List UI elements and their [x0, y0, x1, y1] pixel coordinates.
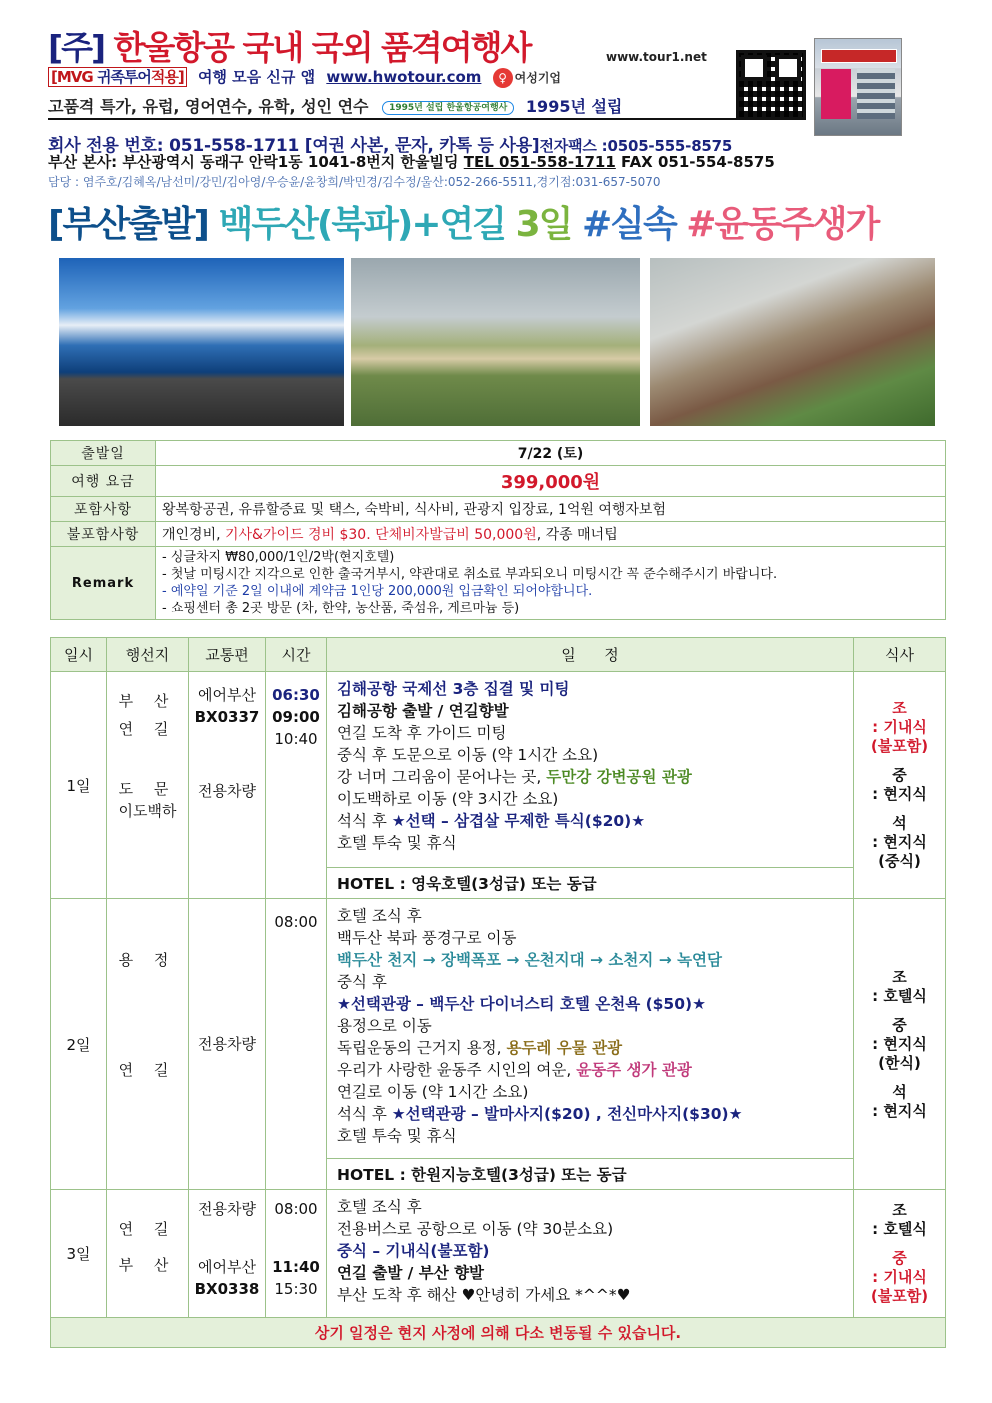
day1-plan: 김해공항 국제선 3층 집결 및 미팅 김해공항 출발 / 연길향발 연길 도착 후 가이드 미팅 중식 후 도문으로 이동 (약 1시간 소요) 강 너머 그리움이 묻어나는 곳, 두만강 강변공원 관광 이도백하로 이동 (약 3시간 소요) 석식 후 ★선택 – 삼겹살 무제한 특식($20)★ 호텔 투숙 및 휴식: [327, 672, 854, 868]
included-value: 왕복항공권, 유류할증료 및 택스, 숙박비, 식사비, 관광지 입장료, 1억원 여행자보험: [156, 497, 946, 522]
col-date: 일시: [51, 638, 107, 672]
photo-river-landscape: [351, 258, 640, 426]
mvg-badge: [MVG 귀족투어적용]: [48, 67, 187, 87]
header: [48, 20, 948, 195]
photo-strip: [59, 258, 935, 426]
app-text: 여행 모음 신규 앱: [197, 68, 316, 86]
day3-route: 연 길 부 산: [107, 1190, 189, 1318]
day1-route: 부 산 연 길 도 문 이도백하: [107, 672, 189, 899]
day3-meals: 조 : 호텔식 중 : 기내식 (불포함): [854, 1190, 946, 1318]
col-route: 행선지: [107, 638, 189, 672]
qr-code-icon[interactable]: [736, 50, 806, 120]
remark-value: - 싱글차지 ₩80,000/1인/2박(현지호텔) - 첫날 미팅시간 지각으로 인한 출국거부시, 약관대로 취소료 부과되오니 미팅시간 꼭 준수해주시기 바랍니다. - 예약일 기준 2일 이내에 계약금 1인당 200,000원 입금확인 되어야합니다. - 쇼핑센터 총 2곳 방문 (차, 한약, 농산품, 죽섬유, 게르마늄 등): [156, 547, 946, 620]
remark-label: Remark: [51, 547, 156, 620]
woman-company-logo-icon: ♀: [493, 68, 513, 88]
col-meal: 식사: [854, 638, 946, 672]
day2-route: 용 정 연 길: [107, 899, 189, 1190]
col-time: 시간: [266, 638, 327, 672]
day1-hotel: HOTEL : 영욱호텔(3성급) 또는 동급: [327, 868, 854, 899]
day1-label: 1일: [51, 672, 107, 899]
day1-time: 06:30 09:00 10:40: [266, 672, 327, 899]
day3-transport: 전용차량 에어부산 BX0338: [189, 1190, 266, 1318]
depart-value: 7/22 (토): [156, 441, 946, 466]
col-plan: 일 정: [327, 638, 854, 672]
day2-plan: 호텔 조식 후 백두산 북파 풍경구로 이동 백두산 천지 → 장백폭포 → 온천지대 → 소천지 → 녹연담 중식 후 ★선택관광 – 백두산 다이너스티 호텔 온천욕 ($50)★ 용정으로 이동 독립운동의 근거지 용정, 용두레 우물 관광 우리가 사랑한 윤동주 시인의 여운, 윤동주 생가 관광 연길로 이동 (약 1시간 소요) 석식 후 ★선택관광 – 발마사지($20) , 전신마사지($30)★ 호텔 투숙 및 휴식: [327, 899, 854, 1159]
company-title: [주] 한울항공 국내 국외 품격여행사: [48, 28, 531, 67]
address-line: 부산 본사: 부산광역시 동래구 안락1동 1041-8번지 한울빌딩 TEL 051-558-1711 FAX 051-554-8575: [48, 153, 775, 171]
photo-heaven-lake: [59, 258, 344, 426]
depart-label: 출발일: [51, 441, 156, 466]
day3-time: 08:00 11:40 15:30: [266, 1190, 327, 1318]
day1-meals: 조 : 기내식 (불포함) 중 : 현지식 석 : 현지식 (중식): [854, 672, 946, 899]
day2-label: 2일: [51, 899, 107, 1190]
col-transport: 교통편: [189, 638, 266, 672]
staff-line: 담당 : 염주호/김혜옥/남선미/강민/김아영/우승윤/윤창희/박민경/김수정/울산:052-266-5511,경기점:031-657-5070: [48, 175, 661, 189]
phone-line: 회사 전용 번호: 051-558-1711 [여권 사본, 문자, 카톡 등 사용]전자팩스 :0505-555-8575: [48, 136, 733, 156]
day2-transport: 전용차량: [189, 899, 266, 1190]
day1-transport: 에어부산 BX0337 전용차량: [189, 672, 266, 899]
included-label: 포함사항: [51, 497, 156, 522]
itinerary-table: [50, 637, 946, 1348]
woman-company-label: 여성기업: [514, 71, 562, 85]
app-promo-row: [48, 66, 561, 88]
building-photo: [814, 38, 902, 136]
day3-plan: 호텔 조식 후 전용버스로 공항으로 이동 (약 30분소요) 중식 – 기내식(불포함) 연길 출발 / 부산 향발 부산 도착 후 해산 ♥안녕히 가세요 *^^*♥: [327, 1190, 854, 1318]
website-link-hwotour[interactable]: www.hwotour.com: [326, 68, 482, 86]
day3-label: 3일: [51, 1190, 107, 1318]
established-logo: 1995년 설립 한울항공여행사: [382, 101, 514, 115]
service-row: 고품격 특가, 유럽, 영어연수, 유학, 성인 연수 1995년 설립 한울항공여행사 1995년 설립: [48, 94, 738, 120]
excluded-label: 불포함사항: [51, 522, 156, 547]
excluded-value: 개인경비, 기사&가이드 경비 $30. 단체비자발급비 50,000원, 각종 매너팁: [156, 522, 946, 547]
website-link-tour1[interactable]: www.tour1.net: [606, 50, 707, 64]
price-value: 399,000원: [500, 472, 601, 493]
tour-info-table: [50, 440, 946, 620]
footer-notice: 상기 일정은 현지 사정에 의해 다소 변동될 수 있습니다.: [51, 1318, 946, 1348]
photo-mountain-trail: [650, 258, 935, 426]
price-label: 여행 요금: [51, 466, 156, 497]
tour-title: [부산출발] 백두산(북파)+연길 3일 #실속 #윤동주생가: [48, 204, 879, 245]
day2-hotel: HOTEL : 한원지능호텔(3성급) 또는 동급: [327, 1159, 854, 1190]
day2-meals: 조 : 호텔식 중 : 현지식 (한식) 석 : 현지식: [854, 899, 946, 1190]
day2-time: 08:00: [266, 899, 327, 1190]
